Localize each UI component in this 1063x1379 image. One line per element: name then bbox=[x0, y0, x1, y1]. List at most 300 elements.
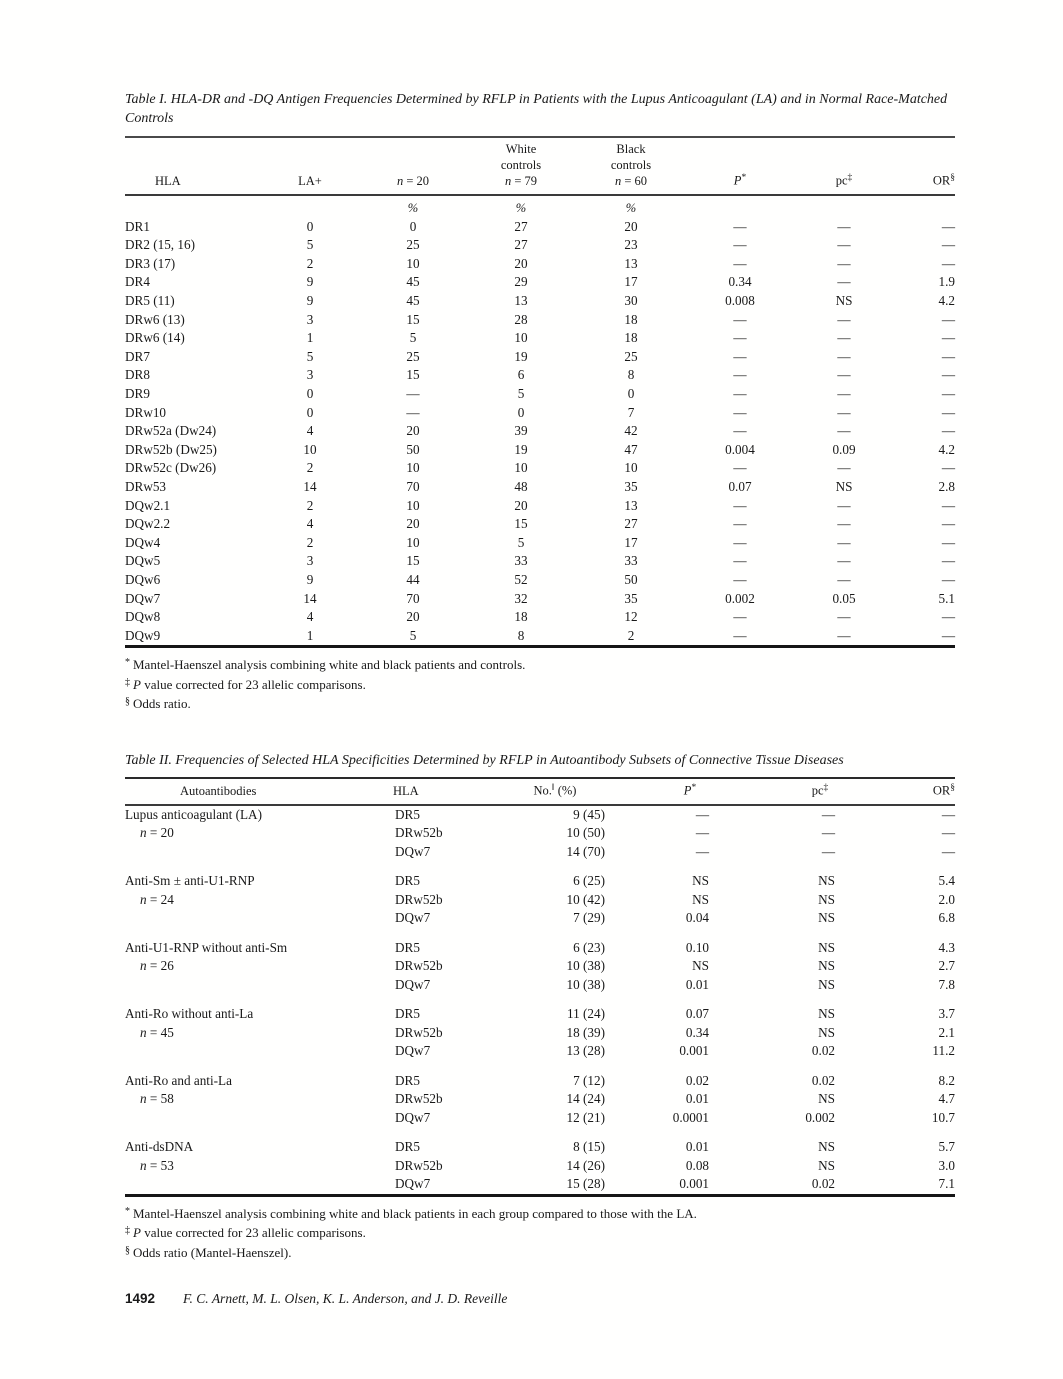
group-n bbox=[125, 1090, 375, 1109]
table-cell: — bbox=[941, 571, 955, 587]
table2-row bbox=[125, 843, 955, 862]
table-cell: — bbox=[941, 497, 955, 513]
table-cell: NS bbox=[818, 958, 835, 974]
table1-unit-row bbox=[125, 195, 955, 218]
header-line bbox=[576, 157, 686, 173]
table-cell: 4 bbox=[306, 516, 314, 532]
table-cell: 2 bbox=[306, 497, 314, 513]
table2-row bbox=[125, 909, 955, 928]
table-cell: 10 bbox=[406, 497, 420, 513]
table-cell: DQw6 bbox=[125, 571, 161, 587]
table-cell: 3.0 bbox=[938, 1157, 955, 1173]
table-cell: DRw6 (14) bbox=[125, 330, 185, 346]
unit-cell bbox=[260, 195, 360, 218]
table-cell: 0.002 bbox=[805, 1109, 835, 1125]
table-cell: 4 bbox=[306, 609, 314, 625]
table-cell: 6.8 bbox=[938, 910, 955, 926]
table-cell: 3 bbox=[306, 553, 314, 569]
table-cell: 13 bbox=[624, 255, 638, 271]
table-cell: 4 bbox=[306, 423, 314, 439]
table-cell: — bbox=[821, 843, 835, 859]
table-cell: 17 bbox=[624, 274, 638, 290]
authors-line: F. C. Arnett, M. L. Olsen, K. L. Anderson, and J. D. Reveille bbox=[183, 1291, 508, 1307]
text-part: P bbox=[133, 1225, 141, 1241]
table-cell: — bbox=[941, 553, 955, 569]
table-cell: — bbox=[837, 218, 851, 234]
table-cell: 0.34 bbox=[728, 274, 752, 290]
unit-cell: % bbox=[515, 200, 527, 215]
table-cell: 5.4 bbox=[938, 873, 955, 889]
table-cell: — bbox=[733, 404, 747, 420]
column-header bbox=[485, 778, 625, 805]
table-cell: — bbox=[695, 806, 709, 822]
table-cell: 6 bbox=[517, 367, 525, 383]
table-cell: — bbox=[837, 627, 851, 643]
table-cell: 2.1 bbox=[938, 1024, 955, 1040]
table-cell: DQw2.2 bbox=[125, 516, 171, 532]
table-cell: — bbox=[733, 367, 747, 383]
table-cell: — bbox=[837, 609, 851, 625]
table-cell: DQw7 bbox=[395, 1176, 431, 1192]
table1-caption: Table I. HLA-DR and -DQ Antigen Frequencies Determined by RFLP in Patients with the Lupus Anticoagulant (LA) and in Normal Race-Matched Controls bbox=[125, 92, 948, 127]
text-part: P bbox=[733, 173, 742, 188]
table1-row bbox=[125, 329, 955, 348]
group-n bbox=[125, 1157, 375, 1176]
text-part: controls bbox=[610, 157, 652, 172]
table-cell: 32 bbox=[514, 590, 528, 606]
table-cell: 10 bbox=[514, 330, 528, 346]
text-part: value corrected for 23 allelic comparisons. bbox=[140, 676, 366, 692]
group-n bbox=[125, 891, 375, 910]
table1-row bbox=[125, 273, 955, 292]
table-cell: 6 (25) bbox=[573, 873, 605, 889]
autoantibody-label: Lupus anticoagulant (LA) bbox=[125, 806, 262, 822]
table-cell: — bbox=[941, 534, 955, 550]
table-cell: DQw7 bbox=[395, 843, 431, 859]
table-cell: 1 bbox=[306, 627, 314, 643]
table-cell: 10 (38) bbox=[566, 958, 605, 974]
table-cell: 12 bbox=[624, 609, 638, 625]
table-cell: 14 bbox=[303, 590, 317, 606]
table-cell: 47 bbox=[624, 441, 638, 457]
table-cell: DQw8 bbox=[125, 609, 161, 625]
header-line bbox=[466, 157, 576, 173]
unit-cell bbox=[794, 195, 894, 218]
text-part: Mantel-Haenszel analysis combining white and black patients and controls. bbox=[133, 657, 526, 673]
table-cell: 7 bbox=[627, 404, 635, 420]
table-cell bbox=[125, 1175, 375, 1195]
text-part: pc bbox=[811, 783, 824, 798]
table2-caption: Table II. Frequencies of Selected HLA Specificities Determined by RFLP in Autoantibody Subsets of Connective Tissue Diseases bbox=[125, 752, 844, 768]
column-header bbox=[894, 137, 955, 195]
table-cell: 15 bbox=[406, 367, 420, 383]
table-cell: 5 bbox=[517, 534, 525, 550]
table-cell: 6 (23) bbox=[573, 939, 605, 955]
table-cell: — bbox=[837, 404, 851, 420]
text-part: = 53 bbox=[146, 1157, 174, 1173]
table-cell: 27 bbox=[514, 218, 528, 234]
table-cell: 12 (21) bbox=[566, 1109, 605, 1125]
table-cell: — bbox=[837, 348, 851, 364]
table-cell: 45 bbox=[406, 293, 420, 308]
table-cell: 0.08 bbox=[685, 1157, 709, 1173]
text-part: = 20 bbox=[146, 825, 174, 841]
autoantibody-label: Anti-Sm ± anti-U1-RNP bbox=[125, 873, 255, 889]
header-line bbox=[466, 141, 576, 157]
table-cell: NS bbox=[818, 910, 835, 926]
table-cell: 10 bbox=[406, 460, 420, 476]
table-cell: — bbox=[941, 609, 955, 625]
table-cell: DR2 (15, 16) bbox=[125, 237, 195, 253]
text-part: LA+ bbox=[298, 173, 322, 188]
table-cell: — bbox=[733, 534, 747, 550]
page-content bbox=[125, 90, 955, 1307]
table-cell: — bbox=[837, 497, 851, 513]
table-cell: — bbox=[941, 330, 955, 346]
table-cell: NS bbox=[818, 891, 835, 907]
footnote-symbol: * bbox=[125, 1205, 130, 1217]
table1-row bbox=[125, 236, 955, 255]
table-cell: 20 bbox=[406, 516, 420, 532]
table-cell: 0 bbox=[517, 404, 525, 420]
text-part: OR bbox=[932, 783, 951, 798]
table-cell: — bbox=[837, 274, 851, 290]
table-cell: 27 bbox=[514, 237, 528, 253]
column-header bbox=[466, 137, 576, 195]
table-cell: 19 bbox=[514, 348, 528, 364]
table2-row bbox=[125, 1157, 955, 1176]
table-cell: — bbox=[941, 404, 955, 420]
table-cell: 0.02 bbox=[811, 1043, 835, 1059]
table-cell: — bbox=[733, 553, 747, 569]
table-cell: 0.07 bbox=[728, 478, 752, 494]
table-cell: 20 bbox=[514, 497, 528, 513]
text-part: n bbox=[140, 825, 147, 841]
table-cell: DR5 bbox=[395, 1006, 420, 1022]
table-cell: 45 bbox=[406, 274, 420, 290]
column-header bbox=[125, 778, 375, 805]
table-cell: 9 bbox=[306, 571, 314, 587]
table1-footnotes bbox=[125, 654, 955, 713]
header-line bbox=[466, 173, 576, 189]
table-cell: 10 bbox=[406, 534, 420, 550]
table-cell: — bbox=[733, 385, 747, 401]
header-line bbox=[755, 782, 885, 799]
text-part: HLA bbox=[155, 173, 181, 188]
table1-row bbox=[125, 292, 955, 311]
table-cell: 14 (26) bbox=[566, 1157, 605, 1173]
table-cell: 25 bbox=[406, 348, 420, 364]
table1-row bbox=[125, 608, 955, 627]
table-cell: — bbox=[837, 311, 851, 327]
table2-row bbox=[125, 1024, 955, 1043]
table-cell: DRw10 bbox=[125, 404, 167, 420]
header-line bbox=[794, 172, 894, 189]
table1-row bbox=[125, 385, 955, 404]
table2-row bbox=[125, 928, 955, 958]
table-cell: — bbox=[941, 367, 955, 383]
group-n bbox=[125, 957, 375, 976]
header-line bbox=[686, 172, 794, 189]
table-cell: 29 bbox=[514, 274, 528, 290]
footnote bbox=[125, 1242, 955, 1262]
table-cell: DR5 bbox=[395, 1072, 420, 1088]
footnote-symbol: ‡ bbox=[125, 1225, 130, 1237]
table2-header bbox=[125, 778, 955, 805]
table-cell: 7 (29) bbox=[573, 910, 605, 926]
table-cell: 5 bbox=[306, 237, 314, 253]
table-cell: DR5 bbox=[395, 873, 420, 889]
text-part: controls bbox=[500, 157, 542, 172]
table-cell: — bbox=[733, 497, 747, 513]
footnote bbox=[125, 1203, 955, 1223]
footnote-symbol: § bbox=[125, 696, 130, 708]
table-cell: 0 bbox=[306, 385, 314, 401]
table-cell: 14 (70) bbox=[566, 843, 605, 859]
text-part: P bbox=[683, 783, 692, 798]
table-cell: — bbox=[941, 627, 955, 643]
table-cell: — bbox=[733, 311, 747, 327]
table-cell: — bbox=[733, 237, 747, 253]
table-cell: DQw2.1 bbox=[125, 497, 171, 513]
table-cell: — bbox=[941, 348, 955, 364]
table1-row bbox=[125, 478, 955, 497]
table-cell: NS bbox=[818, 1091, 835, 1107]
table-cell: 0.01 bbox=[685, 976, 709, 992]
table-cell: 7 (12) bbox=[573, 1072, 605, 1088]
table-cell: NS bbox=[818, 939, 835, 955]
table-cell: 70 bbox=[406, 590, 420, 606]
table-cell bbox=[125, 843, 375, 862]
table-cell: DR3 (17) bbox=[125, 255, 176, 271]
table-cell: 9 bbox=[306, 274, 314, 290]
table-cell: 9 (45) bbox=[573, 806, 605, 822]
column-header bbox=[625, 778, 755, 805]
table-cell: NS bbox=[835, 293, 853, 308]
table-cell: 35 bbox=[624, 478, 638, 494]
text-part: n bbox=[140, 1024, 147, 1040]
table-cell: DR5 (11) bbox=[125, 293, 175, 308]
table-cell bbox=[125, 1042, 375, 1061]
text-part: ‖ bbox=[551, 783, 555, 794]
table-cell: — bbox=[733, 460, 747, 476]
column-header bbox=[885, 778, 955, 805]
table2-row bbox=[125, 957, 955, 976]
table-cell: 0 bbox=[306, 404, 314, 420]
autoantibody-label: Anti-Ro and anti-La bbox=[125, 1072, 232, 1088]
table-cell: 35 bbox=[624, 590, 638, 606]
table-cell: — bbox=[406, 404, 420, 420]
table-cell: 44 bbox=[406, 571, 420, 587]
table-cell: NS bbox=[692, 958, 709, 974]
table-cell: 30 bbox=[624, 293, 638, 308]
table-cell: — bbox=[941, 385, 955, 401]
table1-row bbox=[125, 534, 955, 553]
table-cell: — bbox=[941, 237, 955, 253]
table-cell: 25 bbox=[624, 348, 638, 364]
table-cell: 2 bbox=[306, 534, 314, 550]
unit-cell bbox=[894, 195, 955, 218]
table-cell: NS bbox=[818, 873, 835, 889]
table2-row bbox=[125, 1109, 955, 1128]
table-cell: 15 bbox=[406, 553, 420, 569]
table-cell: — bbox=[406, 385, 420, 401]
table-cell: 0.05 bbox=[832, 590, 856, 606]
table-cell: — bbox=[941, 255, 955, 271]
table1-row bbox=[125, 552, 955, 571]
table-cell: 3.7 bbox=[938, 1006, 955, 1022]
table-cell: 10 bbox=[514, 460, 528, 476]
footnote-symbol: * bbox=[125, 657, 130, 669]
table-cell: — bbox=[733, 348, 747, 364]
text-part: No. bbox=[533, 783, 552, 798]
table-cell: — bbox=[821, 825, 835, 841]
table1-row bbox=[125, 590, 955, 609]
column-header bbox=[794, 137, 894, 195]
table-cell: — bbox=[733, 571, 747, 587]
table-cell: NS bbox=[818, 1006, 835, 1022]
text-part: P bbox=[133, 676, 141, 692]
table-cell: 20 bbox=[406, 609, 420, 625]
table1-row bbox=[125, 366, 955, 385]
text-part: (%) bbox=[554, 783, 577, 798]
table-cell: 33 bbox=[624, 553, 638, 569]
table-cell: 0.07 bbox=[685, 1006, 709, 1022]
table-cell: — bbox=[941, 311, 955, 327]
table-cell: 2 bbox=[627, 627, 635, 643]
table1-row bbox=[125, 422, 955, 441]
table2-row bbox=[125, 805, 955, 825]
text-part: n bbox=[614, 173, 622, 188]
header-line bbox=[393, 783, 485, 799]
table-cell: 28 bbox=[514, 311, 528, 327]
table-cell: 10 bbox=[406, 255, 420, 271]
table-cell: — bbox=[733, 423, 747, 439]
table-cell: 10.7 bbox=[931, 1109, 955, 1125]
footnote bbox=[125, 693, 955, 713]
table-cell: 0.0001 bbox=[672, 1109, 709, 1125]
column-header bbox=[125, 137, 260, 195]
text-part: HLA bbox=[393, 783, 419, 798]
table-cell: 4.7 bbox=[938, 1091, 955, 1107]
table1-row bbox=[125, 311, 955, 330]
table-cell: DR8 bbox=[125, 367, 150, 383]
table-cell: 2.8 bbox=[938, 478, 955, 494]
table-cell: 0.02 bbox=[685, 1072, 709, 1088]
unit-cell: % bbox=[625, 200, 637, 215]
table1-row bbox=[125, 255, 955, 274]
column-header bbox=[375, 778, 485, 805]
table2-row bbox=[125, 1090, 955, 1109]
table-cell: 0.34 bbox=[685, 1024, 709, 1040]
table-cell: — bbox=[837, 237, 851, 253]
table-cell: 48 bbox=[514, 478, 528, 494]
autoantibody-label: Anti-U1-RNP without anti-Sm bbox=[125, 939, 288, 955]
unit-cell bbox=[125, 195, 260, 218]
table-cell: 17 bbox=[624, 534, 638, 550]
table-cell: 50 bbox=[406, 441, 420, 457]
table-cell: 20 bbox=[514, 255, 528, 271]
table-cell: 18 (39) bbox=[566, 1024, 605, 1040]
table-cell: 4.3 bbox=[938, 939, 955, 955]
column-header bbox=[576, 137, 686, 195]
table-cell: DR4 bbox=[125, 274, 150, 290]
text-part: n bbox=[140, 1157, 147, 1173]
table-cell: DR5 bbox=[395, 939, 420, 955]
table-cell: — bbox=[733, 218, 747, 234]
text-part: ‡ bbox=[823, 783, 829, 794]
text-part: = 20 bbox=[403, 173, 430, 188]
text-part: * bbox=[691, 783, 697, 794]
table-cell: 10 bbox=[303, 441, 317, 457]
table-cell: 0.004 bbox=[725, 441, 755, 457]
table-cell: — bbox=[837, 534, 851, 550]
table-cell: — bbox=[695, 843, 709, 859]
table-cell: 42 bbox=[624, 423, 638, 439]
table1-row bbox=[125, 441, 955, 460]
table-cell: 18 bbox=[624, 330, 638, 346]
table-cell: — bbox=[695, 825, 709, 841]
table-cell: DRw52a (Dw24) bbox=[125, 423, 217, 439]
table2-row bbox=[125, 1061, 955, 1091]
page-number: 1492 bbox=[125, 1291, 156, 1307]
table1-row bbox=[125, 218, 955, 237]
table2-row bbox=[125, 891, 955, 910]
table-cell: — bbox=[733, 516, 747, 532]
table-cell: 4.2 bbox=[938, 293, 955, 308]
table-cell: 0.001 bbox=[679, 1043, 709, 1059]
table-cell: 14 bbox=[303, 478, 317, 494]
table-cell: DQw4 bbox=[125, 534, 161, 550]
text-part: § bbox=[950, 783, 955, 794]
table2-row bbox=[125, 994, 955, 1024]
table-cell: 15 bbox=[406, 311, 420, 327]
table-cell: 11.2 bbox=[932, 1043, 955, 1059]
table-cell: DQw7 bbox=[125, 590, 161, 606]
table-cell: 20 bbox=[624, 218, 638, 234]
table-cell: 13 (28) bbox=[566, 1043, 605, 1059]
table2-header-row bbox=[125, 778, 955, 805]
text-part: White bbox=[505, 141, 537, 156]
table-cell: 50 bbox=[624, 571, 638, 587]
footnote bbox=[125, 1222, 955, 1242]
table1-body bbox=[125, 195, 955, 647]
table-cell: 23 bbox=[624, 237, 638, 253]
table1-row bbox=[125, 571, 955, 590]
table-cell: DRw52c (Dw26) bbox=[125, 460, 217, 476]
table2-footnotes bbox=[125, 1203, 955, 1262]
table-cell bbox=[125, 909, 375, 928]
table-cell: DQw7 bbox=[395, 1109, 431, 1125]
table2-row bbox=[125, 1175, 955, 1195]
text-part: value corrected for 23 allelic comparisons. bbox=[140, 1225, 366, 1241]
text-part: Odds ratio (Mantel-Haenszel). bbox=[133, 1244, 292, 1260]
column-header bbox=[686, 137, 794, 195]
column-header bbox=[360, 137, 466, 195]
table-cell: 5 bbox=[517, 385, 525, 401]
text-part: n bbox=[396, 173, 404, 188]
table-cell: DRw6 (13) bbox=[125, 311, 185, 327]
table-cell: — bbox=[941, 516, 955, 532]
text-part: pc bbox=[835, 173, 848, 188]
table-cell: 9 bbox=[306, 293, 314, 308]
table2-row bbox=[125, 976, 955, 995]
table-cell: 7.1 bbox=[938, 1176, 955, 1192]
text-part: = 79 bbox=[511, 173, 538, 188]
table-cell: 18 bbox=[624, 311, 638, 327]
header-line bbox=[180, 783, 375, 799]
table-cell bbox=[125, 1109, 375, 1128]
